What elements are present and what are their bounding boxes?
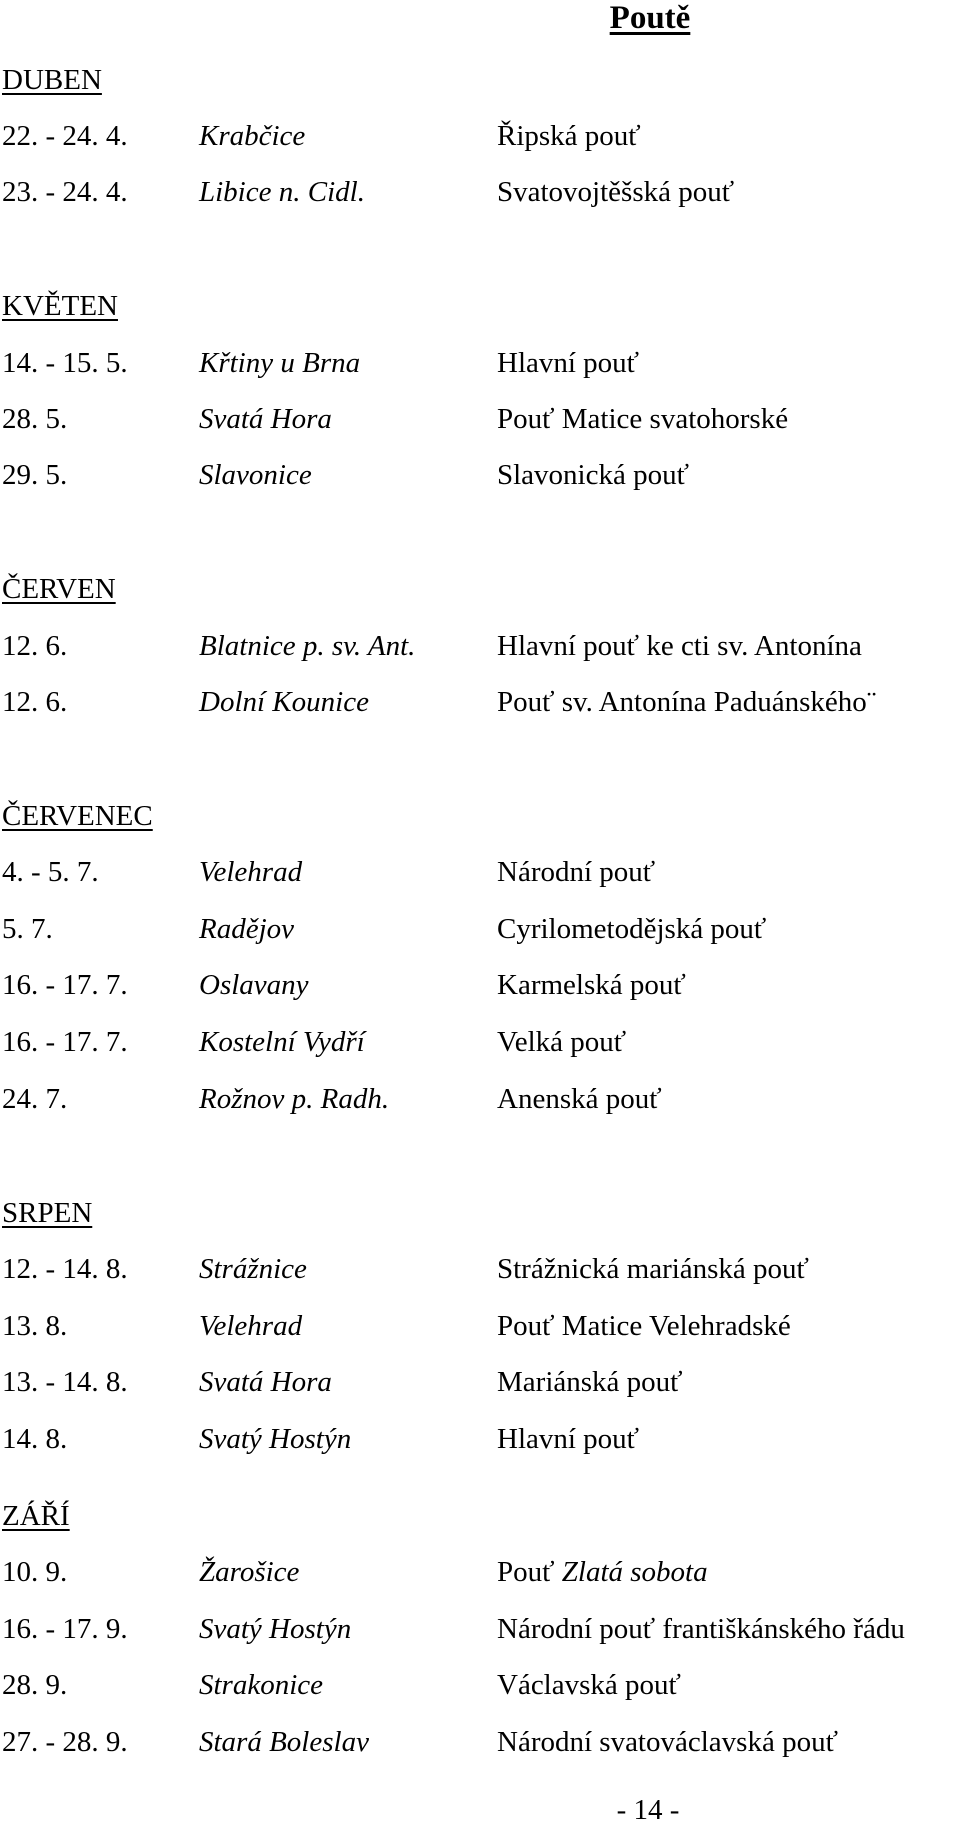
row-event: Hlavní pouť ke cti sv. Antonína bbox=[497, 630, 862, 662]
table-row bbox=[2, 1368, 952, 1402]
table-row bbox=[2, 1312, 952, 1346]
row-event: Národní svatováclavská pouť bbox=[497, 1726, 838, 1758]
row-event: Slavonická pouť bbox=[497, 459, 689, 491]
row-place: Strážnice bbox=[199, 1253, 307, 1285]
month-heading-duben: DUBEN bbox=[2, 64, 102, 96]
row-date: 12. - 14. 8. bbox=[2, 1253, 128, 1285]
row-place: Oslavany bbox=[199, 969, 309, 1001]
row-date: 5. 7. bbox=[2, 913, 53, 945]
row-place: Rožnov p. Radh. bbox=[199, 1083, 390, 1115]
row-place: Žarošice bbox=[199, 1556, 300, 1588]
row-event: Velká pouť bbox=[497, 1026, 627, 1058]
table-row bbox=[2, 971, 952, 1005]
row-place: Strakonice bbox=[199, 1669, 324, 1701]
month-heading-kveten: KVĚTEN bbox=[2, 290, 118, 322]
table-row bbox=[2, 632, 952, 666]
row-date: 22. - 24. 4. bbox=[2, 120, 128, 152]
row-place: Libice n. Cidl. bbox=[199, 176, 365, 208]
table-row bbox=[2, 1728, 952, 1762]
table-row bbox=[2, 688, 952, 722]
table-row bbox=[2, 405, 952, 439]
row-place: Velehrad bbox=[199, 856, 303, 888]
row-event: Pouť sv. Antonína Paduánského¨ bbox=[497, 686, 877, 718]
row-event: Strážnická mariánská pouť bbox=[497, 1253, 809, 1285]
row-place: Stará Boleslav bbox=[199, 1726, 369, 1758]
table-row bbox=[2, 461, 952, 495]
row-event: Mariánská pouť bbox=[497, 1366, 683, 1398]
row-event: Cyrilometodějská pouť bbox=[497, 913, 767, 945]
page-title: Poutě bbox=[609, 0, 691, 36]
page-number: - 14 - bbox=[616, 1794, 680, 1826]
row-date: 16. - 17. 9. bbox=[2, 1613, 128, 1645]
row-place: Krabčice bbox=[199, 120, 306, 152]
row-date: 14. 8. bbox=[2, 1423, 68, 1455]
month-heading-cerven: ČERVEN bbox=[2, 573, 116, 605]
month-heading-cervenec: ČERVENEC bbox=[2, 800, 153, 832]
row-date: 29. 5. bbox=[2, 459, 68, 491]
row-event: Řipská pouť bbox=[497, 120, 641, 152]
table-row bbox=[2, 915, 952, 949]
row-date: 27. - 28. 9. bbox=[2, 1726, 128, 1758]
row-date: 4. - 5. 7. bbox=[2, 856, 99, 888]
row-event-prefix: Pouť bbox=[497, 1556, 555, 1588]
table-row bbox=[2, 1028, 952, 1062]
row-place: Svatá Hora bbox=[199, 1366, 332, 1398]
row-date: 16. - 17. 7. bbox=[2, 1026, 128, 1058]
row-event: Svatovojtěšská pouť bbox=[497, 176, 735, 208]
row-event-italic: Zlatá sobota bbox=[561, 1556, 708, 1588]
table-row bbox=[2, 1615, 952, 1649]
row-place: Kostelní Vydří bbox=[199, 1026, 365, 1058]
table-row bbox=[2, 122, 952, 156]
table-row bbox=[2, 1085, 952, 1119]
month-heading-srpen: SRPEN bbox=[2, 1197, 93, 1229]
table-row bbox=[2, 1255, 952, 1289]
row-place: Křtiny u Brna bbox=[199, 347, 361, 379]
row-date: 28. 9. bbox=[2, 1669, 68, 1701]
table-row bbox=[2, 1425, 952, 1459]
row-event: Hlavní pouť bbox=[497, 1423, 640, 1455]
row-place: Radějov bbox=[199, 913, 295, 945]
row-event: Pouť Matice Velehradské bbox=[497, 1310, 791, 1342]
month-heading-zari: ZÁŘÍ bbox=[2, 1500, 70, 1532]
row-place: Svatý Hostýn bbox=[199, 1423, 352, 1455]
row-date: 28. 5. bbox=[2, 403, 68, 435]
row-date: 23. - 24. 4. bbox=[2, 176, 128, 208]
row-event: Václavská pouť bbox=[497, 1669, 681, 1701]
row-date: 13. - 14. 8. bbox=[2, 1366, 128, 1398]
row-place: Slavonice bbox=[199, 459, 312, 491]
row-event: Pouť Matice svatohorské bbox=[497, 403, 789, 435]
row-date: 14. - 15. 5. bbox=[2, 347, 128, 379]
row-place: Svatý Hostýn bbox=[199, 1613, 352, 1645]
table-row bbox=[2, 1671, 952, 1705]
row-date: 10. 9. bbox=[2, 1556, 68, 1588]
row-place: Dolní Kounice bbox=[199, 686, 369, 718]
row-event: Karmelská pouť bbox=[497, 969, 686, 1001]
row-event bbox=[497, 1558, 708, 1587]
row-event: Hlavní pouť bbox=[497, 347, 640, 379]
row-date: 12. 6. bbox=[2, 686, 68, 718]
row-date: 13. 8. bbox=[2, 1310, 68, 1342]
row-place: Velehrad bbox=[199, 1310, 303, 1342]
table-row bbox=[2, 349, 952, 383]
row-place: Blatnice p. sv. Ant. bbox=[199, 630, 416, 662]
row-event: Národní pouť bbox=[497, 856, 656, 888]
row-event: Anenská pouť bbox=[497, 1083, 662, 1115]
row-place: Svatá Hora bbox=[199, 403, 332, 435]
row-date: 24. 7. bbox=[2, 1083, 68, 1115]
table-row bbox=[2, 1558, 952, 1592]
row-event: Národní pouť františkánského řádu bbox=[497, 1613, 905, 1645]
row-date: 16. - 17. 7. bbox=[2, 969, 128, 1001]
row-date: 12. 6. bbox=[2, 630, 68, 662]
table-row bbox=[2, 858, 952, 892]
table-row bbox=[2, 178, 952, 212]
